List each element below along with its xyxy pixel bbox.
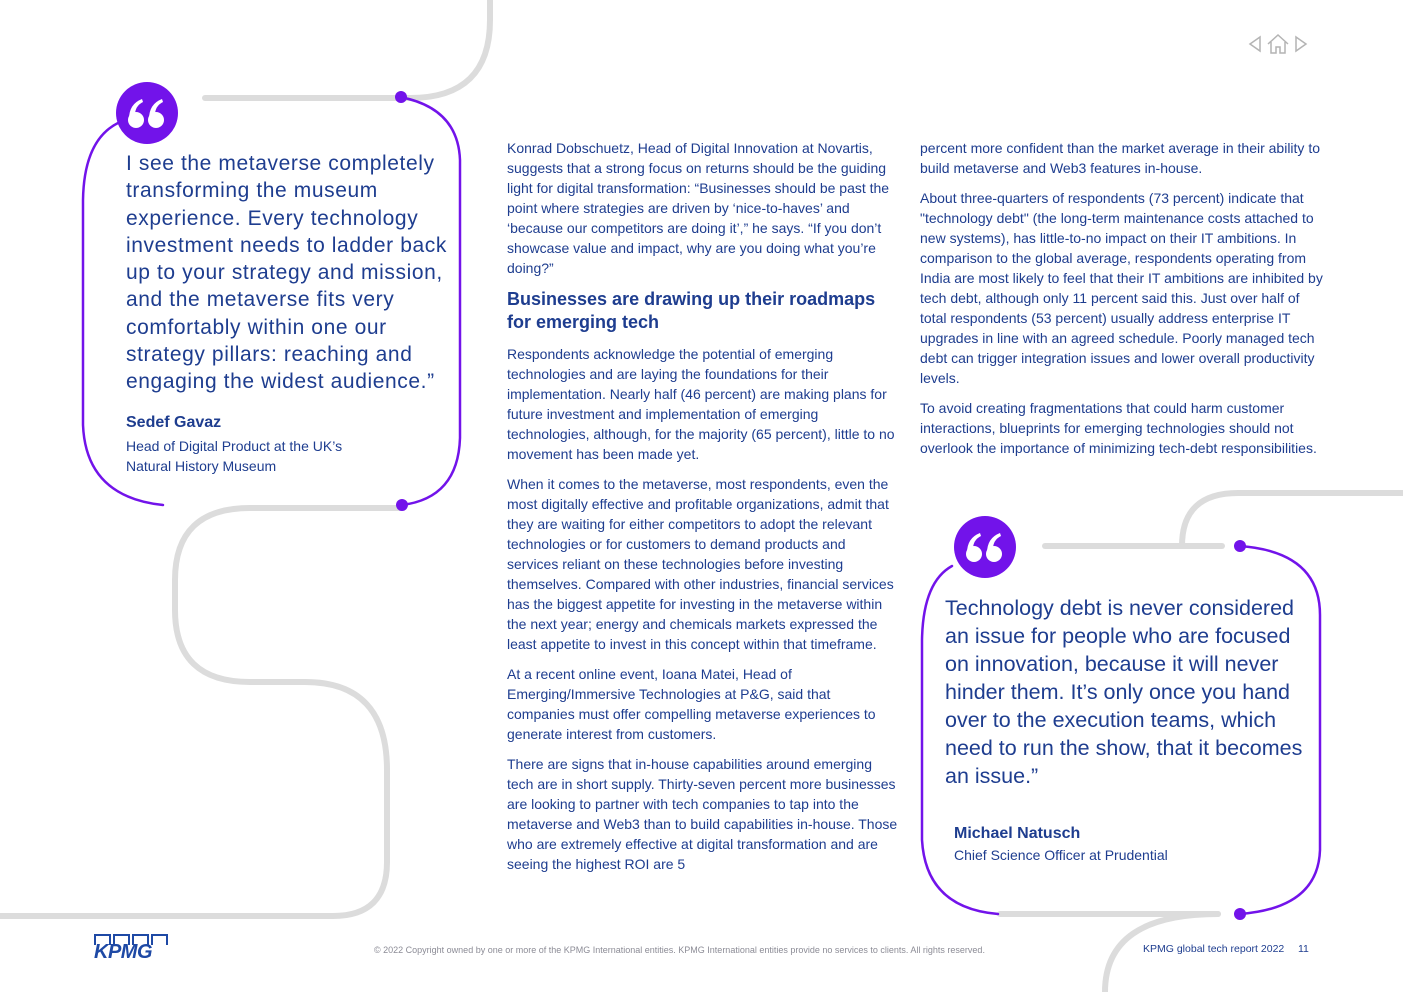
quote-author-name: Sedef Gavaz: [126, 414, 222, 431]
page-navigation: [1248, 33, 1308, 55]
copyright-notice: © 2022 Copyright owned by one or more of the KPMG International entities. KPMG International entities provide no services to clients. All rights reserved.: [374, 945, 985, 955]
paragraph: When it comes to the metaverse, most respondents, even the most digitally effective and profitable organizations, admit that they are waiting for either competitors to adopt the relevant technologies or for customers to demand products and services reliant on these technologies before investing themselves. Compared with other industries, financial services has the biggest appetite for investing in the metaverse within the next year; energy and chemicals markets expressed the least appetite to invest in this concept within that timeframe.: [507, 476, 894, 652]
prev-icon[interactable]: [1248, 35, 1262, 53]
quote-mark-icon: [954, 516, 1016, 578]
kpmg-logo: [94, 934, 168, 963]
paragraph: To avoid creating fragmentations that could harm customer interactions, blueprints for emerging technologies should not overlook the importance of minimizing tech-debt responsibilities.: [920, 400, 1317, 456]
body-column-1: [507, 138, 899, 884]
kpmg-logo-text: KPMG: [94, 941, 152, 963]
pull-quote-text: Technology debt is never considered an issue for people who are focused on innovation, because it will never hinder them. It’s only once you hand over to the execution teams, which need to run the show, that it becomes an issue.”: [945, 596, 1303, 788]
quote-author-role-line: Natural History Museum: [126, 458, 277, 474]
section-heading: Businesses are drawing up their roadmaps for emerging tech: [507, 289, 876, 332]
quote-author-role: Chief Science Officer at Prudential: [954, 847, 1168, 863]
pull-quote-text: I see the metaverse completely transforming the museum experience. Every technology investment needs to ladder back up to your strategy and mission, and the metaverse fits very comfortably within one our strategy pillars: reaching and engaging the widest audience.”: [126, 152, 447, 394]
paragraph: Respondents acknowledge the potential of emerging technologies and are laying the foundations for their implementation. Nearly half (46 percent) are making plans for future investment and implementation of emerging technologies, although, for the majority (65 percent), little to no movement has been made yet.: [507, 346, 895, 462]
home-icon[interactable]: [1266, 33, 1290, 55]
paragraph: At a recent online event, Ioana Matei, Head of Emerging/Immersive Technologies at P&G, said that companies must offer compelling metaverse experiences to generate interest from customers.: [507, 666, 876, 742]
quote-author-role-line: Head of Digital Product at the UK’s: [126, 438, 343, 454]
paragraph: Konrad Dobschuetz, Head of Digital Innovation at Novartis, suggests that a strong focus on returns should be the guiding light for digital transformation: “Businesses should be past the point where strategies are driven by ‘nice-to-haves’ and ‘because our competitors are doing it’,” he says. “If you don’t showcase value and impact, why are you doing what you’re doing?”: [507, 140, 890, 276]
next-icon[interactable]: [1294, 35, 1308, 53]
report-title: KPMG global tech report 2022: [1143, 943, 1285, 955]
paragraph: There are signs that in-house capabilities around emerging tech are in short supply. Thirty-seven percent more businesses are looking to partner with tech companies to tap into the metaverse and Web3 than to build capabilities in-house. Those who are extremely effective at digital transformation and are seeing the highest ROI are 5: [507, 756, 898, 872]
paragraph: About three-quarters of respondents (73 percent) indicate that "technology debt" (the long-term maintenance costs attached to new systems), has little-to-no impact on their IT ambitions. In comparison to the global average, respondents operating from India are most likely to feel that their IT ambitions are inhibited by tech debt, although only 11 percent said this. Just over half of total respondents (53 percent) usually address enterprise IT upgrades in line with an agreed schedule. Poorly managed tech debt can trigger integration issues and lower overall productivity levels.: [920, 190, 1323, 386]
paragraph: percent more confident than the market average in their ability to build metaverse and Web3 features in-house.: [920, 140, 1320, 176]
body-column-2: [920, 138, 1325, 468]
quote-author-role: [126, 436, 406, 476]
quote-mark-icon: [116, 82, 178, 144]
quote-author-name: Michael Natusch: [954, 825, 1081, 842]
page-number: 11: [1298, 943, 1309, 955]
